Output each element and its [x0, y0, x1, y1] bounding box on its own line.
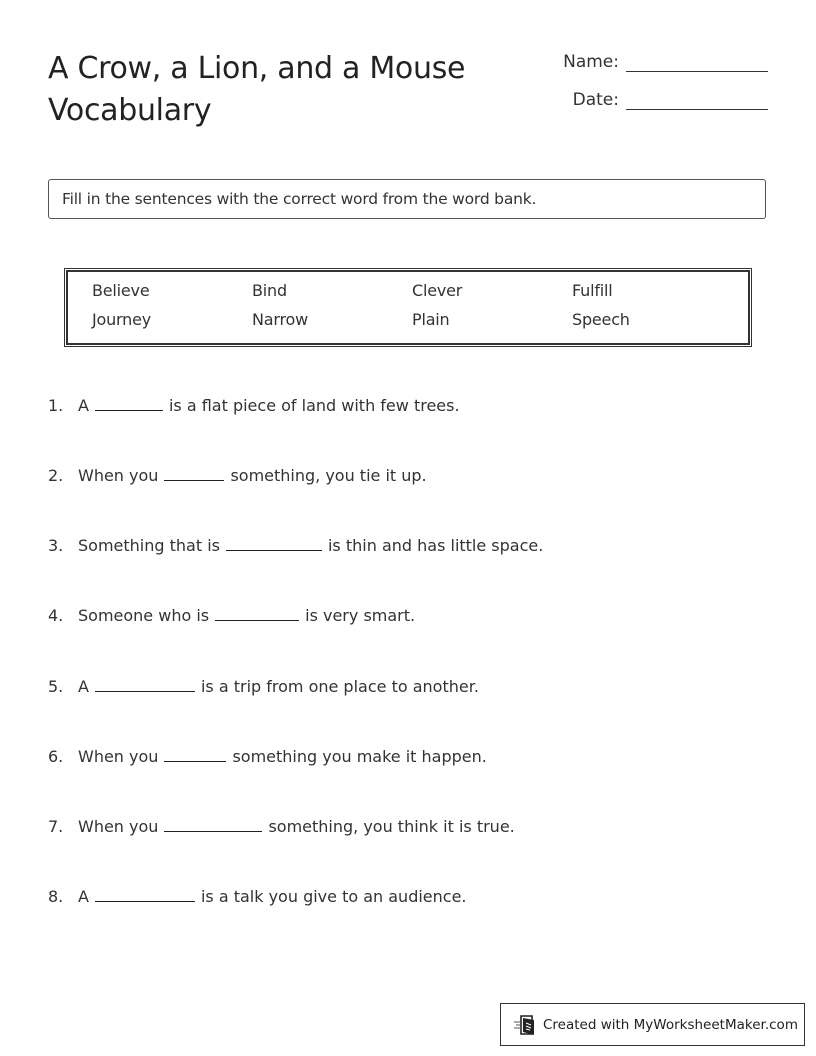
question-number: 2. [48, 466, 64, 485]
question-item [48, 887, 467, 911]
question-text-after: something, you think it is true. [268, 817, 515, 836]
page-title [48, 48, 518, 132]
word-bank-item: Plain [412, 310, 450, 329]
question-text-after: is a flat piece of land with few trees. [168, 396, 460, 415]
question-text-before: When you [78, 466, 159, 485]
instructions-box: Fill in the sentences with the correct word from the word bank. [48, 179, 766, 219]
question-item [48, 606, 415, 630]
date-field-row [573, 90, 768, 110]
question-text-after: something, you tie it up. [230, 466, 427, 485]
word-bank [64, 268, 752, 347]
answer-blank[interactable] [226, 536, 322, 551]
question-number: 7. [48, 817, 64, 836]
name-field[interactable] [626, 53, 768, 72]
word-bank-item: Journey [92, 310, 151, 329]
question-text-after: is very smart. [305, 606, 416, 625]
answer-blank[interactable] [215, 606, 299, 621]
question-text-before: When you [78, 817, 159, 836]
question-text-before: A [78, 677, 89, 696]
footer-text: Created with MyWorksheetMaker.com [543, 1016, 798, 1033]
word-bank-item: Believe [92, 281, 150, 300]
question-text-before: Something that is [78, 536, 220, 555]
question-number: 5. [48, 677, 64, 696]
question-number: 8. [48, 887, 64, 906]
question-number: 3. [48, 536, 64, 555]
question-text-after: is a talk you give to an audience. [200, 887, 467, 906]
word-bank-item: Bind [252, 281, 287, 300]
answer-blank[interactable] [164, 747, 226, 762]
title-line-2: Vocabulary [48, 93, 212, 128]
question-text-before: A [78, 396, 89, 415]
question-text-after: something you make it happen. [232, 747, 487, 766]
date-label: Date: [572, 90, 619, 110]
question-number: 4. [48, 606, 64, 625]
answer-blank[interactable] [95, 677, 195, 692]
word-bank-item: Clever [412, 281, 463, 300]
question-text-before: Someone who is [78, 606, 210, 625]
question-item [48, 817, 515, 841]
name-field-row [563, 52, 768, 72]
question-item [48, 466, 427, 490]
answer-blank[interactable] [95, 396, 163, 411]
question-item [48, 396, 460, 420]
worksheet-maker-logo-icon [513, 1014, 537, 1036]
footer-credit[interactable] [500, 1003, 805, 1046]
answer-blank[interactable] [95, 887, 195, 902]
question-text-after: is thin and has little space. [327, 536, 544, 555]
name-label: Name: [563, 52, 619, 72]
question-number: 6. [48, 747, 64, 766]
word-bank-item: Fulfill [572, 281, 613, 300]
question-item [48, 747, 487, 771]
word-bank-item: Narrow [252, 310, 308, 329]
title-line-1: A Crow, a Lion, and a Mouse [48, 51, 466, 86]
question-text-before: When you [78, 747, 159, 766]
word-bank-item: Speech [572, 310, 630, 329]
question-item [48, 536, 543, 560]
question-item [48, 677, 479, 701]
answer-blank[interactable] [164, 817, 262, 832]
word-bank-grid [92, 281, 732, 329]
question-text-before: A [78, 887, 89, 906]
question-text-after: is a trip from one place to another. [200, 677, 479, 696]
date-field[interactable] [626, 91, 768, 110]
answer-blank[interactable] [164, 466, 224, 481]
question-number: 1. [48, 396, 64, 415]
